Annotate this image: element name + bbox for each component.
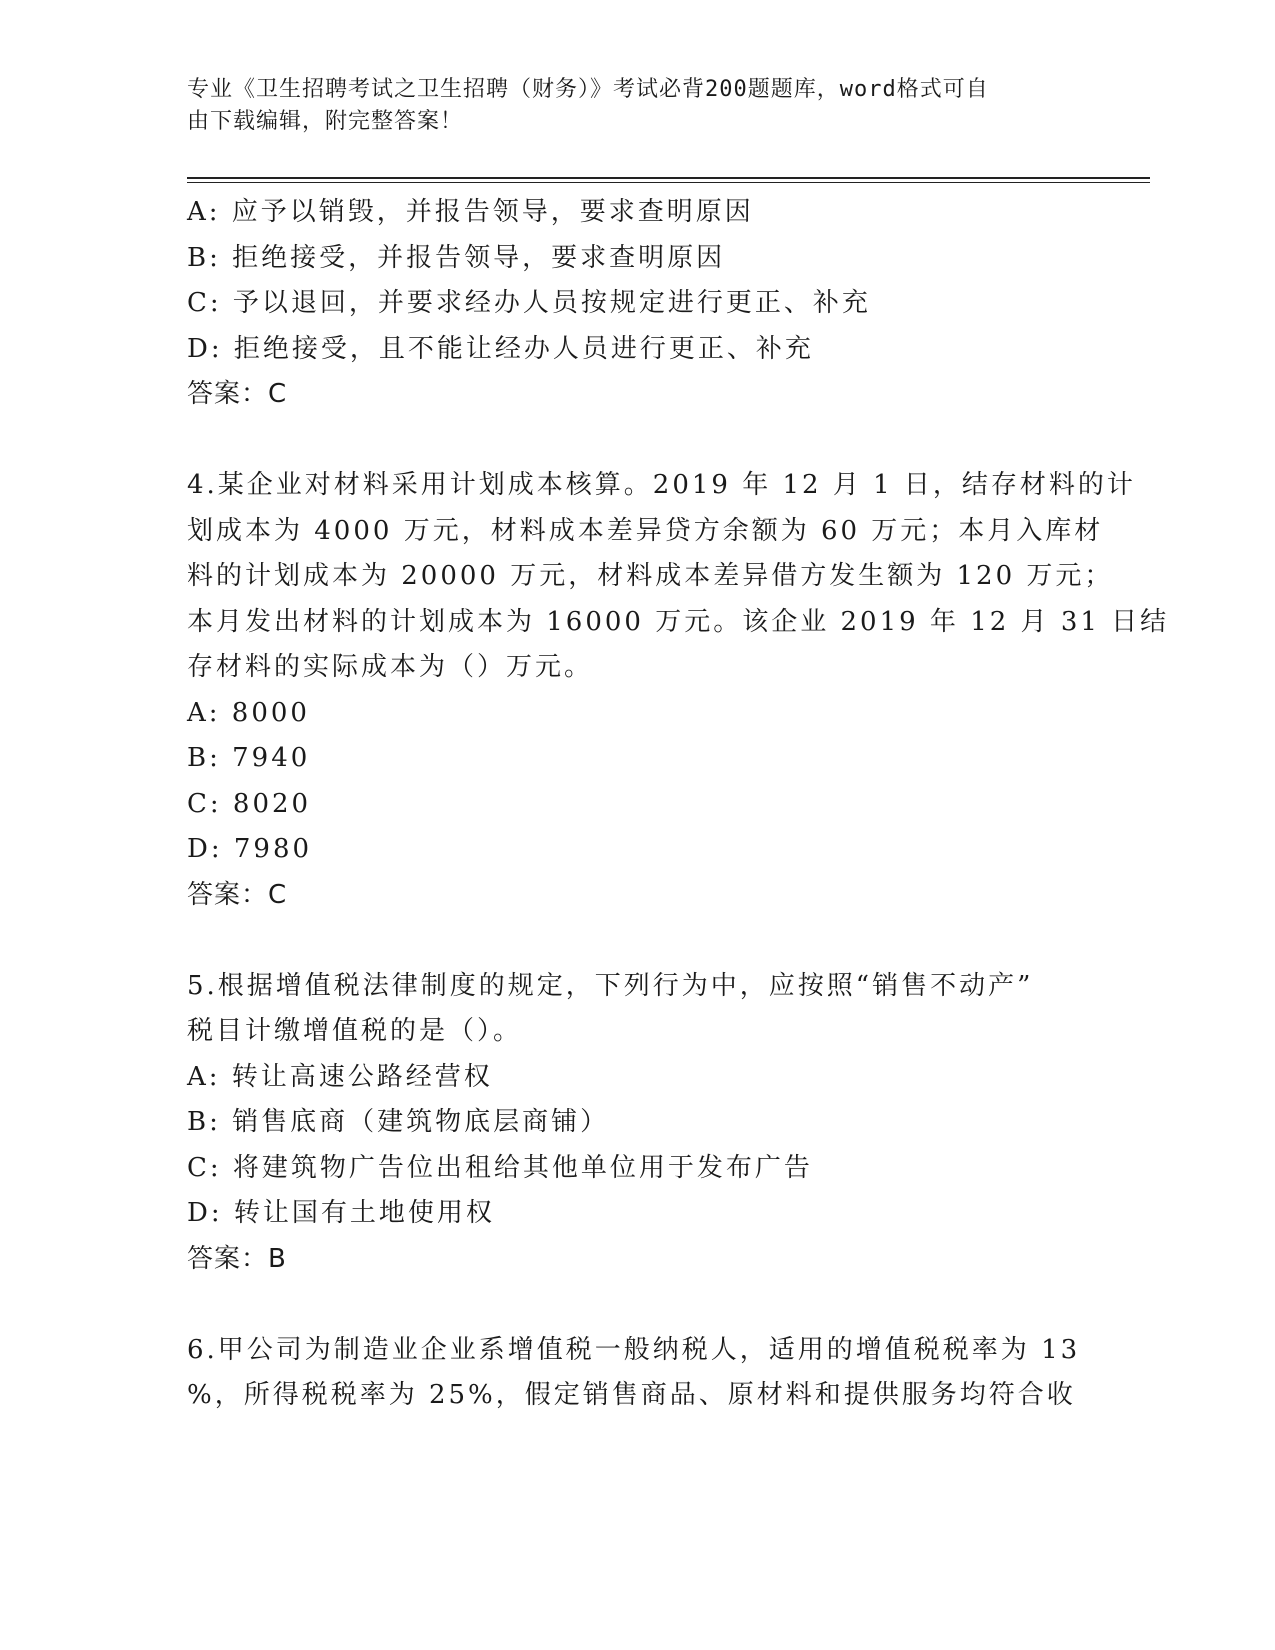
question-stem-line: 4.某企业对材料采用计划成本核算。2019 年 12 月 1 日，结存材料的计	[187, 470, 1136, 500]
question-3	[187, 190, 1087, 418]
option-c: C: 8020	[187, 788, 312, 819]
option-d: D: 拒绝接受，且不能让经办人员进行更正、补充	[187, 333, 814, 364]
question-stem-line: 存材料的实际成本为（）万元。	[187, 652, 594, 682]
option-a: A: 转让高速公路经营权	[187, 1061, 493, 1092]
header-line-1: 专业《卫生招聘考试之卫生招聘（财务）》考试必背200题题库，word格式可自	[187, 77, 989, 102]
document-body	[187, 190, 1170, 1419]
answer: 答案：B	[187, 1243, 287, 1274]
option-c: C: 将建筑物广告位出租给其他单位用于发布广告	[187, 1152, 813, 1183]
option-b: B: 销售底商（建筑物底层商铺）	[187, 1107, 610, 1137]
question-6	[187, 1328, 1087, 1419]
question-stem-line: 6.甲公司为制造业企业系增值税一般纳税人，适用的增值税税率为 13	[187, 1334, 1081, 1365]
spacer	[187, 1282, 1087, 1328]
header-rule-thin	[187, 182, 1150, 183]
question-4	[187, 463, 1170, 918]
option-d: D: 转让国有土地使用权	[187, 1198, 495, 1228]
option-d: D: 7980	[187, 834, 313, 864]
option-b: B: 拒绝接受，并报告领导，要求查明原因	[187, 242, 726, 273]
spacer	[187, 918, 1087, 964]
question-stem-line: 本月发出材料的计划成本为 16000 万元。该企业 2019 年 12 月 31 日结	[187, 606, 1170, 637]
question-stem-line: 5.根据增值税法律制度的规定，下列行为中，应按照“销售不动产”	[187, 970, 1034, 1001]
answer: 答案：C	[187, 879, 288, 910]
question-stem-line: 料的计划成本为 20000 万元，材料成本差异借方发生额为 120 万元；	[187, 561, 1114, 591]
question-5	[187, 964, 1087, 1283]
answer: 答案：C	[187, 379, 288, 409]
question-stem-line: 税目计缴增值税的是（）。	[187, 1016, 523, 1046]
header-line-2: 由下载编辑，附完整答案！	[187, 109, 464, 134]
document-header	[187, 74, 1067, 138]
question-stem-line: %，所得税税率为 25%，假定销售商品、原材料和提供服务均符合收	[187, 1380, 1076, 1410]
option-a: A: 应予以销毁，并报告领导，要求查明原因	[187, 197, 754, 227]
option-c: C: 予以退回，并要求经办人员按规定进行更正、补充	[187, 288, 871, 318]
option-b: B: 7940	[187, 743, 311, 773]
question-stem-line: 划成本为 4000 万元，材料成本差异贷方余额为 60 万元；本月入库材	[187, 515, 1104, 546]
spacer	[187, 418, 1087, 464]
header-rule-thick	[187, 177, 1150, 179]
option-a: A: 8000	[187, 697, 310, 728]
